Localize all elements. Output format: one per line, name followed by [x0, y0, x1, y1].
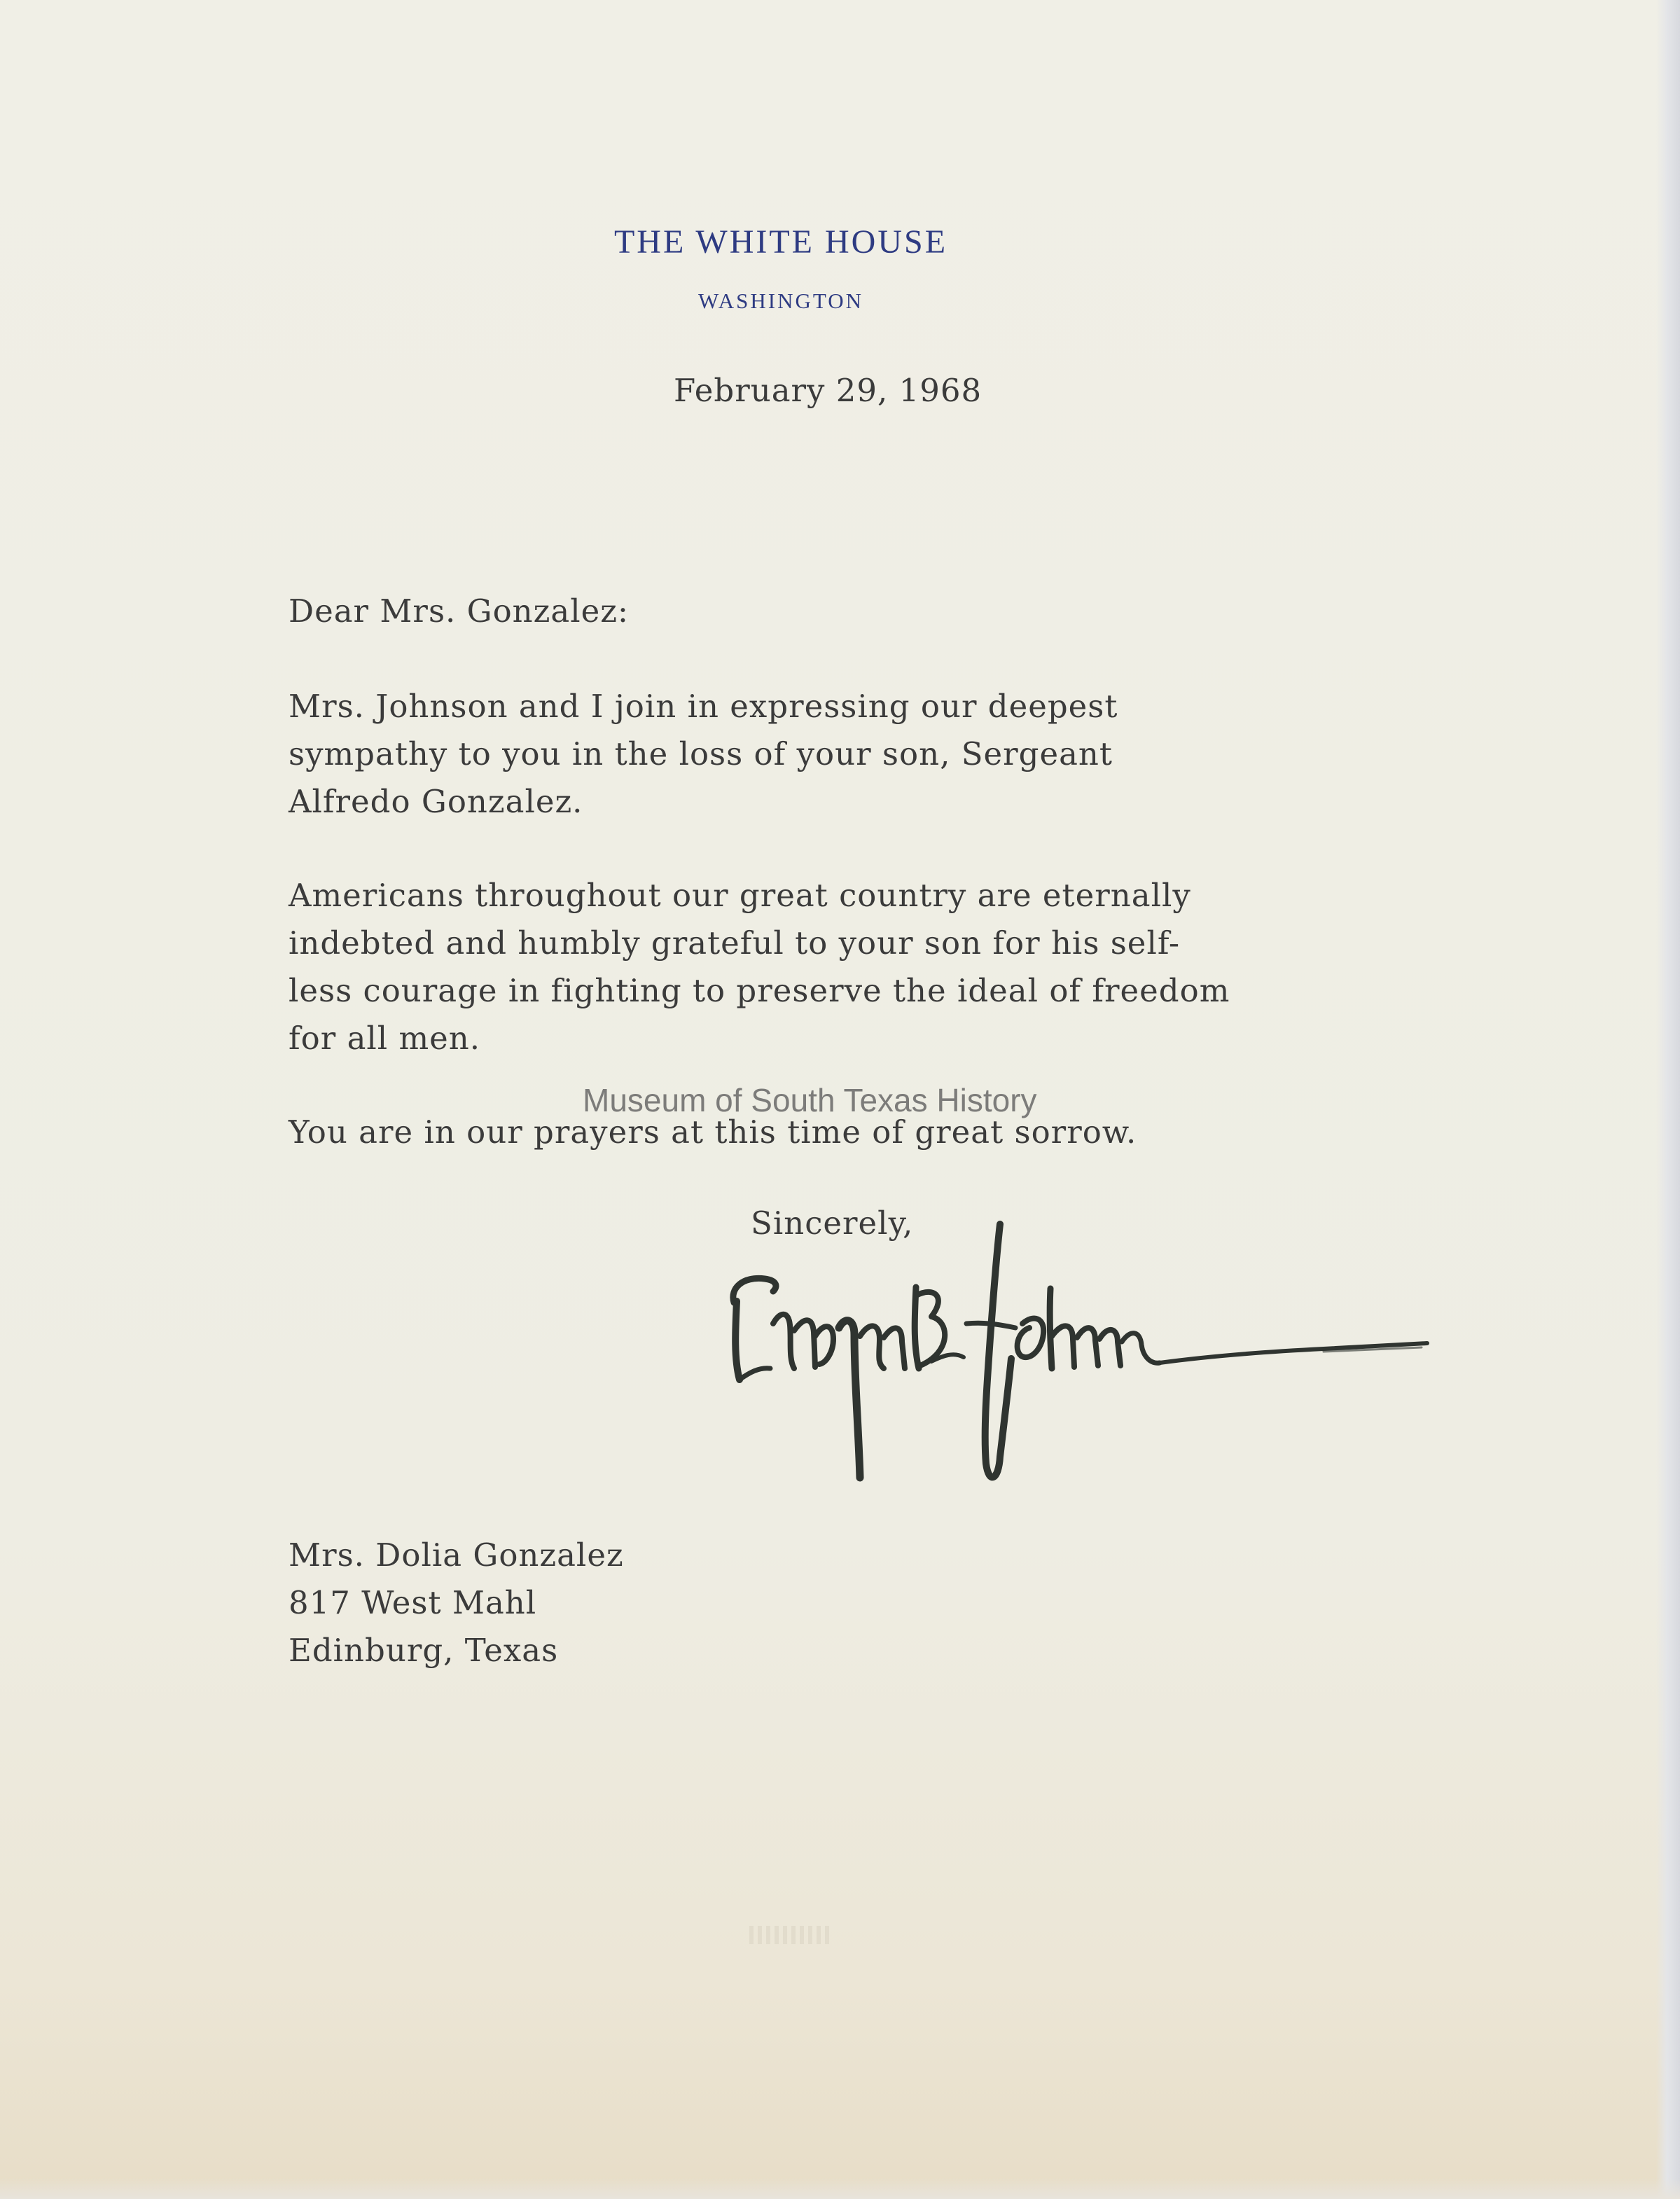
paragraph-2-line-1: Americans throughout our great country are eternally: [289, 877, 1191, 914]
closing: Sincerely,: [751, 1205, 914, 1242]
recipient-name: Mrs. Dolia Gonzalez: [289, 1536, 624, 1574]
recipient-street: 817 West Mahl: [289, 1584, 537, 1621]
paragraph-1-line-3: Alfredo Gonzalez.: [289, 783, 583, 820]
faint-paper-mark: [749, 1926, 833, 1944]
recipient-city: Edinburg, Texas: [289, 1632, 559, 1669]
letterhead-title: THE WHITE HOUSE: [613, 223, 948, 261]
page-edge-right: [1656, 0, 1680, 2199]
paragraph-1-line-2: sympathy to you in the loss of your son, Sergeant: [289, 735, 1113, 772]
paragraph-2-line-4: for all men.: [289, 1020, 481, 1057]
letter-date: February 29, 1968: [674, 372, 983, 409]
salutation: Dear Mrs. Gonzalez:: [289, 592, 630, 630]
letterhead-subtitle: WASHINGTON: [697, 289, 864, 313]
paragraph-1-line-1: Mrs. Johnson and I join in expressing our deepest: [289, 688, 1118, 725]
page-edge-bottom: [0, 2178, 1680, 2199]
paragraph-2-line-2: indebted and humbly grateful to your son for his self-: [289, 924, 1181, 962]
paragraph-2-line-3: less courage in fighting to preserve the ideal of freedom: [289, 972, 1230, 1009]
signature: [721, 1219, 1436, 1527]
museum-watermark: Museum of South Texas History: [583, 1082, 1037, 1118]
paragraph-3-line-1: You are in our prayers at this time of great sorrow.: [289, 1114, 1137, 1151]
